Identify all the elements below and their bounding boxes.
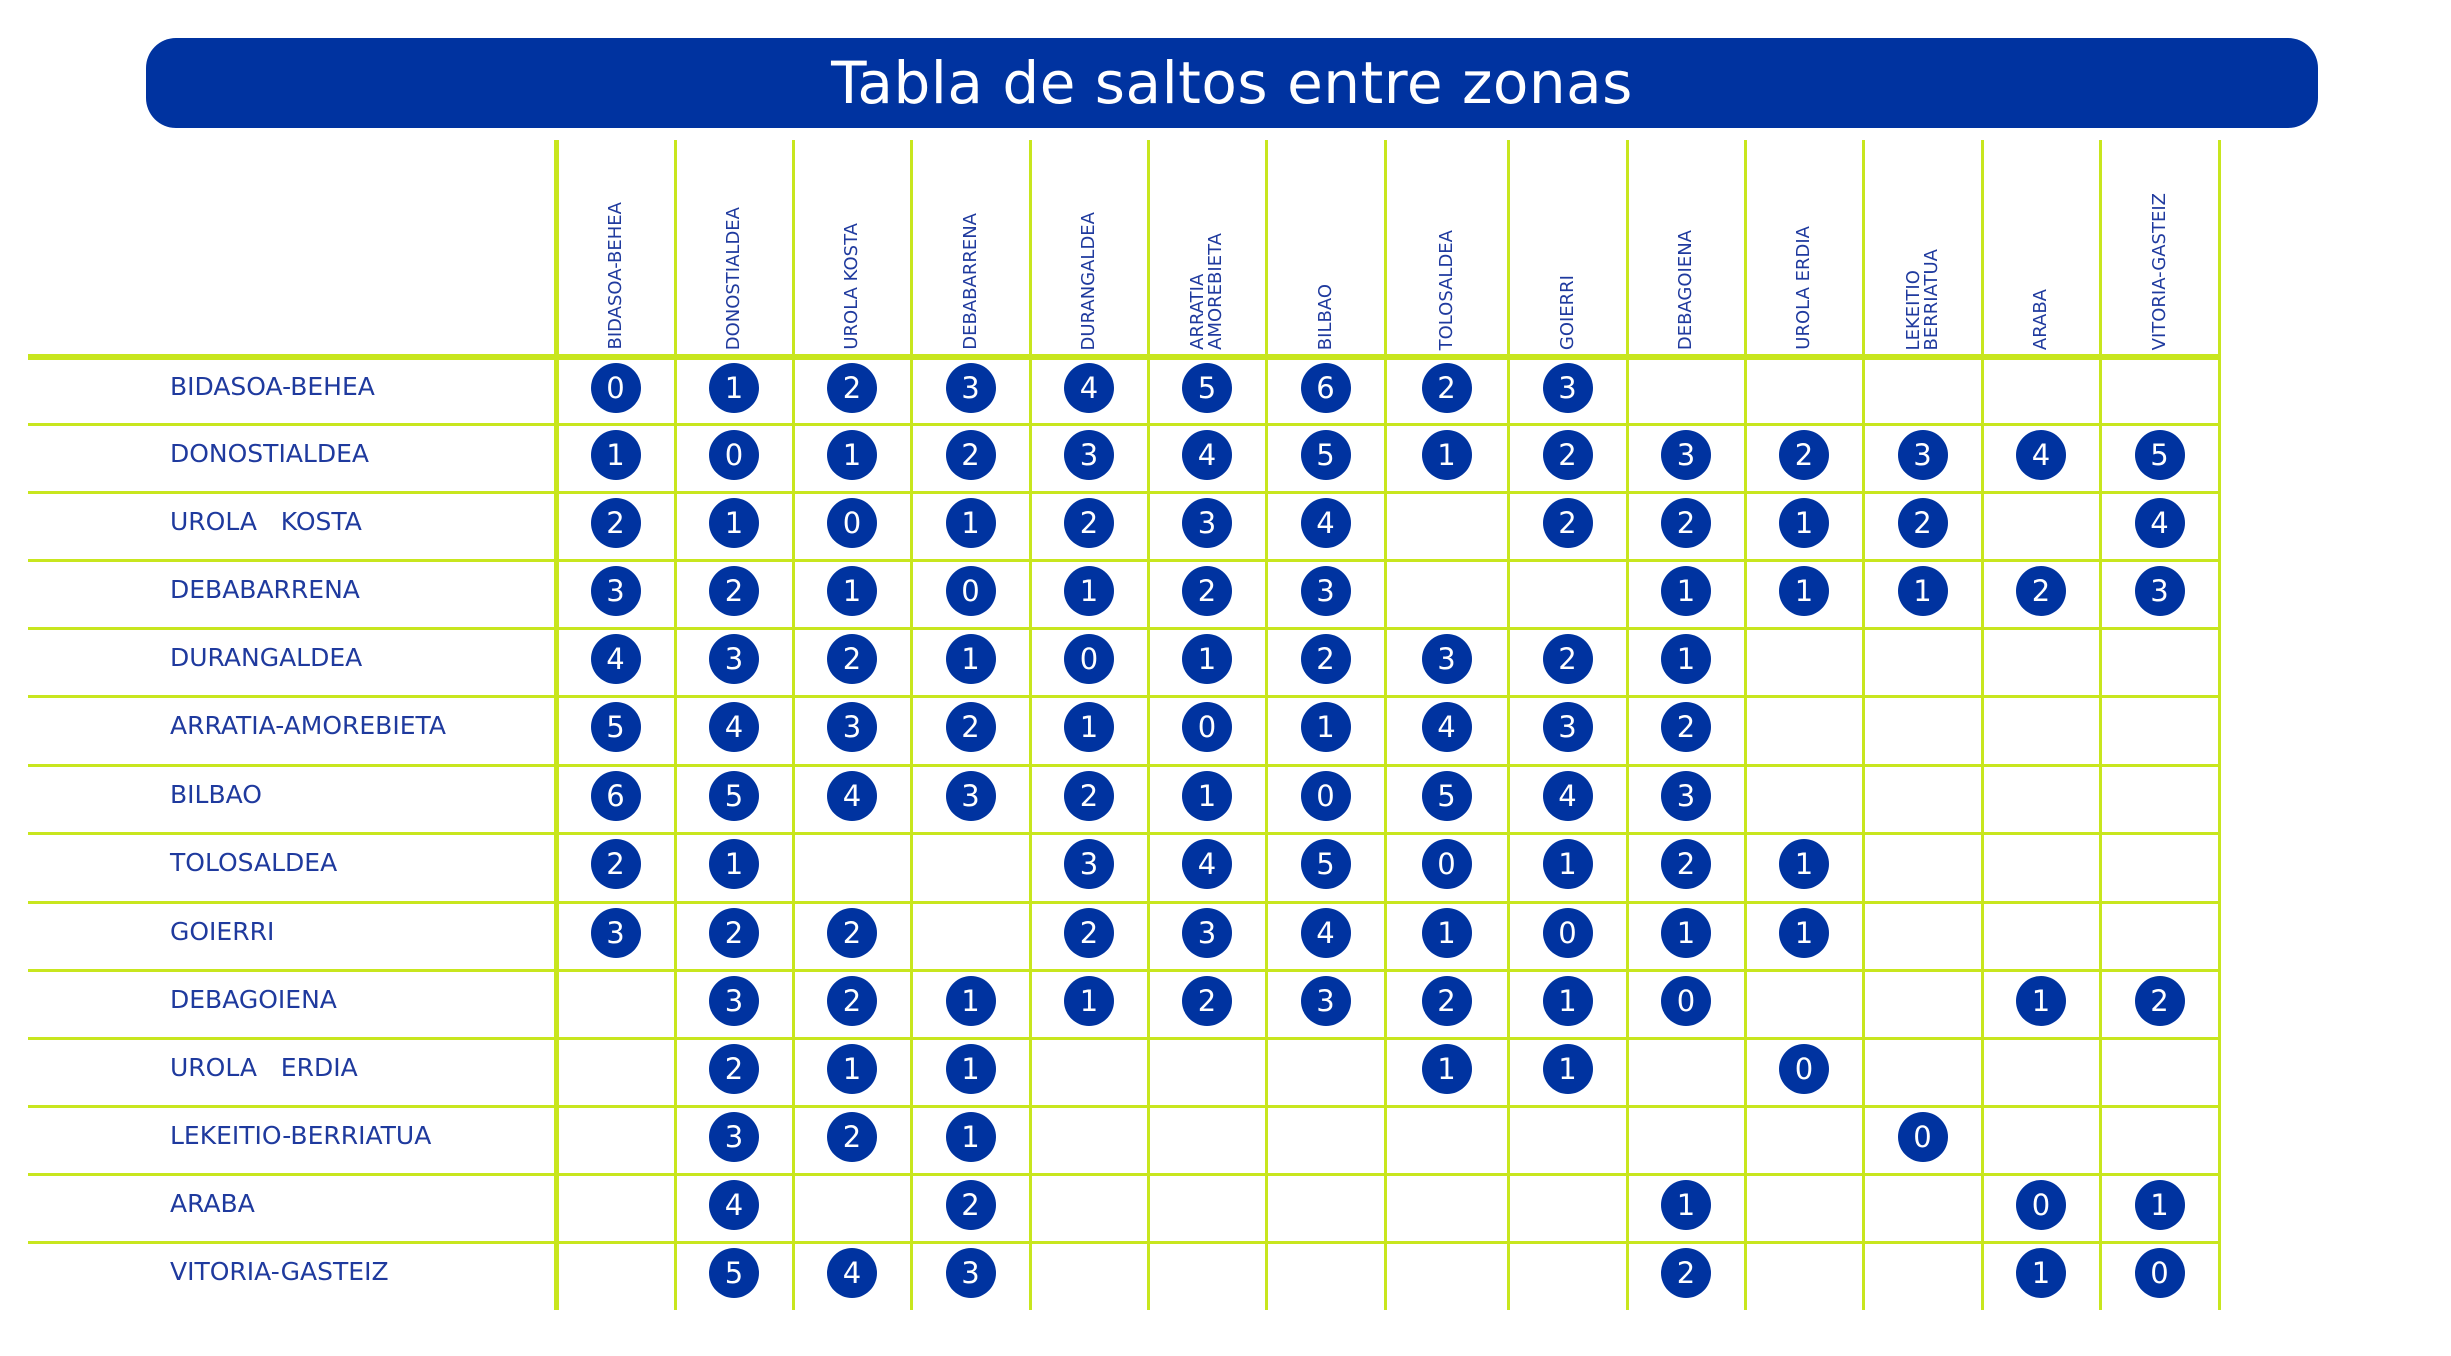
- jump-value-badge: 2: [1543, 498, 1593, 548]
- horizontal-grid-line: [28, 1241, 2219, 1244]
- column-header-label: ARABA: [2030, 288, 2051, 350]
- column-header: [1745, 140, 1863, 350]
- column-header-label: BIDASOA-BEHEA: [604, 202, 626, 350]
- row-header-label: DEBABARRENA: [170, 575, 360, 604]
- jump-value-badge: 4: [709, 702, 759, 752]
- jump-value-badge: 3: [1543, 363, 1593, 413]
- horizontal-grid-line: [28, 1173, 2219, 1176]
- jump-value-badge: 4: [1064, 363, 1114, 413]
- header-separator-line: [28, 354, 2219, 360]
- jump-value-badge: 1: [1422, 430, 1472, 480]
- row-header-label: GOIERRI: [170, 917, 275, 946]
- jump-value-badge: 2: [1661, 498, 1711, 548]
- horizontal-grid-line: [28, 491, 2219, 494]
- jump-value-badge: 1: [2135, 1180, 2185, 1230]
- jump-value-badge: 3: [709, 634, 759, 684]
- jump-value-badge: 1: [1543, 839, 1593, 889]
- jump-value-badge: 2: [827, 634, 877, 684]
- page-title: Tabla de saltos entre zonas: [831, 49, 1633, 117]
- jump-value-badge: 5: [1301, 839, 1351, 889]
- jump-value-badge: 0: [1422, 839, 1472, 889]
- jump-value-badge: 2: [827, 1112, 877, 1162]
- jump-value-badge: 2: [1182, 566, 1232, 616]
- jump-value-badge: 3: [1422, 634, 1472, 684]
- column-header: [1982, 140, 2100, 350]
- jump-value-badge: 4: [2135, 498, 2185, 548]
- jump-value-badge: 1: [827, 566, 877, 616]
- column-header: [1627, 140, 1745, 350]
- jump-value-badge: 1: [946, 634, 996, 684]
- jump-value-badge: 2: [1422, 976, 1472, 1026]
- column-header-label: BILBAO: [1314, 283, 1336, 350]
- column-header-label: ARRATIA AMOREBIETA: [1187, 233, 1226, 350]
- column-header: [1148, 140, 1266, 350]
- jump-value-badge: 4: [2016, 430, 2066, 480]
- jump-value-badge: 1: [1182, 771, 1232, 821]
- jump-value-badge: 1: [1301, 702, 1351, 752]
- row-header-label: LEKEITIO-BERRIATUA: [170, 1121, 432, 1150]
- column-header: [1385, 140, 1508, 350]
- jump-value-badge: 1: [709, 839, 759, 889]
- horizontal-grid-line: [28, 695, 2219, 698]
- jump-value-badge: 2: [2016, 566, 2066, 616]
- jump-value-badge: 0: [1779, 1044, 1829, 1094]
- jump-value-badge: 3: [1182, 908, 1232, 958]
- column-header-label: UROLA ERDIA: [1793, 226, 1814, 350]
- jump-value-badge: 0: [1301, 771, 1351, 821]
- jump-value-badge: 1: [1422, 908, 1472, 958]
- jump-value-badge: 5: [2135, 430, 2185, 480]
- jump-value-badge: 2: [591, 839, 641, 889]
- column-header: [1863, 140, 1982, 350]
- jump-value-badge: 3: [1301, 566, 1351, 616]
- jump-value-badge: 1: [1064, 566, 1114, 616]
- jump-value-badge: 1: [1661, 908, 1711, 958]
- jump-value-badge: 2: [1543, 634, 1593, 684]
- jump-value-badge: 2: [1898, 498, 1948, 548]
- jump-value-badge: 4: [591, 634, 641, 684]
- jump-value-badge: 3: [1301, 976, 1351, 1026]
- jump-value-badge: 0: [2016, 1180, 2066, 1230]
- jump-value-badge: 4: [1301, 498, 1351, 548]
- jump-value-badge: 3: [2135, 566, 2185, 616]
- jump-value-badge: 1: [2016, 1248, 2066, 1298]
- jump-value-badge: 1: [1064, 702, 1114, 752]
- jump-value-badge: 1: [709, 363, 759, 413]
- jump-value-badge: 2: [709, 1044, 759, 1094]
- jump-value-badge: 2: [1661, 702, 1711, 752]
- row-header-label: ARRATIA-AMOREBIETA: [170, 711, 446, 740]
- jump-value-badge: 1: [827, 1044, 877, 1094]
- jump-value-badge: 2: [1661, 1248, 1711, 1298]
- jump-value-badge: 2: [1422, 363, 1472, 413]
- jump-value-badge: 3: [709, 976, 759, 1026]
- jump-value-badge: 3: [1064, 839, 1114, 889]
- horizontal-grid-line: [28, 423, 2219, 426]
- jump-value-badge: 0: [946, 566, 996, 616]
- jump-value-badge: 0: [1064, 634, 1114, 684]
- jump-value-badge: 5: [709, 1248, 759, 1298]
- jump-value-badge: 1: [1543, 976, 1593, 1026]
- jump-value-badge: 4: [827, 771, 877, 821]
- jump-value-badge: 1: [1182, 634, 1232, 684]
- jump-value-badge: 4: [827, 1248, 877, 1298]
- jump-value-badge: 3: [1898, 430, 1948, 480]
- jump-value-badge: 3: [1661, 771, 1711, 821]
- jump-value-badge: 2: [946, 702, 996, 752]
- jump-value-badge: 4: [1182, 430, 1232, 480]
- horizontal-grid-line: [28, 1037, 2219, 1040]
- jump-value-badge: 3: [1661, 430, 1711, 480]
- jump-value-badge: 2: [591, 498, 641, 548]
- jump-value-badge: 2: [1779, 430, 1829, 480]
- row-header-label: BIDASOA-BEHEA: [170, 372, 375, 401]
- horizontal-grid-line: [28, 969, 2219, 972]
- jump-value-badge: 4: [1301, 908, 1351, 958]
- column-header-label: UROLA KOSTA: [841, 223, 862, 350]
- jump-value-badge: 3: [946, 363, 996, 413]
- jump-value-badge: 0: [1182, 702, 1232, 752]
- jump-value-badge: 4: [1182, 839, 1232, 889]
- row-header-label: DEBAGOIENA: [170, 985, 337, 1014]
- jump-value-badge: 3: [591, 566, 641, 616]
- jump-value-badge: 1: [1064, 976, 1114, 1026]
- column-header-label: DEBAGOIENA: [1675, 229, 1696, 350]
- jump-value-badge: 1: [946, 1044, 996, 1094]
- jump-value-badge: 1: [1779, 908, 1829, 958]
- column-header: [1030, 140, 1148, 350]
- row-header-label: VITORIA-GASTEIZ: [170, 1257, 389, 1286]
- jump-value-badge: 1: [1661, 566, 1711, 616]
- jump-value-badge: 2: [946, 430, 996, 480]
- column-header: [1266, 140, 1385, 350]
- row-header-label: DONOSTIALDEA: [170, 439, 369, 468]
- jump-value-badge: 5: [591, 702, 641, 752]
- jump-value-badge: 1: [1779, 566, 1829, 616]
- horizontal-grid-line: [28, 764, 2219, 767]
- row-header-label: ARABA: [170, 1189, 255, 1218]
- jump-value-badge: 1: [1543, 1044, 1593, 1094]
- jump-value-badge: 2: [1661, 839, 1711, 889]
- jump-value-badge: 2: [1064, 771, 1114, 821]
- jump-value-badge: 2: [1543, 430, 1593, 480]
- jump-value-badge: 2: [709, 566, 759, 616]
- column-header-label: DONOSTIALDEA: [723, 206, 744, 350]
- column-header-label: LEKEITIO BERRIATUA: [1902, 248, 1942, 350]
- jump-value-badge: 1: [946, 976, 996, 1026]
- jump-value-badge: 6: [1301, 363, 1351, 413]
- jump-value-badge: 2: [2135, 976, 2185, 1026]
- jump-value-badge: 6: [591, 771, 641, 821]
- column-header-label: GOIERRI: [1556, 274, 1578, 350]
- jump-value-badge: 3: [709, 1112, 759, 1162]
- jump-value-badge: 5: [709, 771, 759, 821]
- jump-value-badge: 4: [709, 1180, 759, 1230]
- jump-value-badge: 2: [1301, 634, 1351, 684]
- horizontal-grid-line: [28, 832, 2219, 835]
- column-header: [675, 140, 793, 350]
- row-header-label: BILBAO: [170, 780, 262, 809]
- column-header-label: TOLOSALDEA: [1435, 229, 1457, 350]
- jump-value-badge: 2: [946, 1180, 996, 1230]
- column-header: [1508, 140, 1627, 350]
- jump-value-badge: 1: [1779, 498, 1829, 548]
- column-header-label: DEBABARRENA: [959, 213, 981, 350]
- jump-value-badge: 5: [1422, 771, 1472, 821]
- jump-value-badge: 1: [1661, 1180, 1711, 1230]
- jump-value-badge: 1: [1422, 1044, 1472, 1094]
- row-header-label: DURANGALDEA: [170, 643, 363, 672]
- jump-value-badge: 5: [1301, 430, 1351, 480]
- jump-value-badge: 1: [827, 430, 877, 480]
- jump-value-badge: 1: [591, 430, 641, 480]
- jump-value-badge: 0: [1898, 1112, 1948, 1162]
- column-header: [556, 140, 675, 350]
- jump-value-badge: 0: [827, 498, 877, 548]
- jump-value-badge: 2: [1064, 498, 1114, 548]
- jump-value-badge: 1: [1661, 634, 1711, 684]
- jump-value-badge: 2: [827, 363, 877, 413]
- column-header: [2100, 140, 2219, 350]
- jump-value-badge: 4: [1543, 771, 1593, 821]
- jump-value-badge: 2: [827, 908, 877, 958]
- jump-value-badge: 1: [1779, 839, 1829, 889]
- jump-value-badge: 3: [946, 1248, 996, 1298]
- jump-value-badge: 2: [709, 908, 759, 958]
- jump-value-badge: 3: [1064, 430, 1114, 480]
- column-header-label: DURANGALDEA: [1078, 211, 1099, 350]
- horizontal-grid-line: [28, 1105, 2219, 1108]
- jump-value-badge: 3: [946, 771, 996, 821]
- jump-value-badge: 0: [591, 363, 641, 413]
- jump-value-badge: 2: [1182, 976, 1232, 1026]
- jump-value-badge: 2: [827, 976, 877, 1026]
- row-header-label: TOLOSALDEA: [170, 848, 338, 877]
- jump-value-badge: 0: [1543, 908, 1593, 958]
- horizontal-grid-line: [28, 627, 2219, 630]
- jump-value-badge: 0: [709, 430, 759, 480]
- jump-value-badge: 1: [709, 498, 759, 548]
- jump-value-badge: 5: [1182, 363, 1232, 413]
- jump-value-badge: 3: [827, 702, 877, 752]
- jump-value-badge: 1: [946, 1112, 996, 1162]
- jump-value-badge: 1: [946, 498, 996, 548]
- jump-value-badge: 1: [1898, 566, 1948, 616]
- column-header: [793, 140, 911, 350]
- row-header-label: UROLA KOSTA: [170, 507, 362, 536]
- jump-value-badge: 1: [2016, 976, 2066, 1026]
- horizontal-grid-line: [28, 901, 2219, 904]
- row-header-label: UROLA ERDIA: [170, 1053, 358, 1082]
- jump-value-badge: 3: [1543, 702, 1593, 752]
- jump-value-badge: 0: [1661, 976, 1711, 1026]
- jump-value-badge: 4: [1422, 702, 1472, 752]
- jump-value-badge: 3: [1182, 498, 1232, 548]
- column-header: [911, 140, 1030, 350]
- column-header-label: VITORIA-GASTEIZ: [2148, 192, 2170, 350]
- jump-value-badge: 3: [591, 908, 641, 958]
- jump-value-badge: 0: [2135, 1248, 2185, 1298]
- horizontal-grid-line: [28, 559, 2219, 562]
- jump-value-badge: 2: [1064, 908, 1114, 958]
